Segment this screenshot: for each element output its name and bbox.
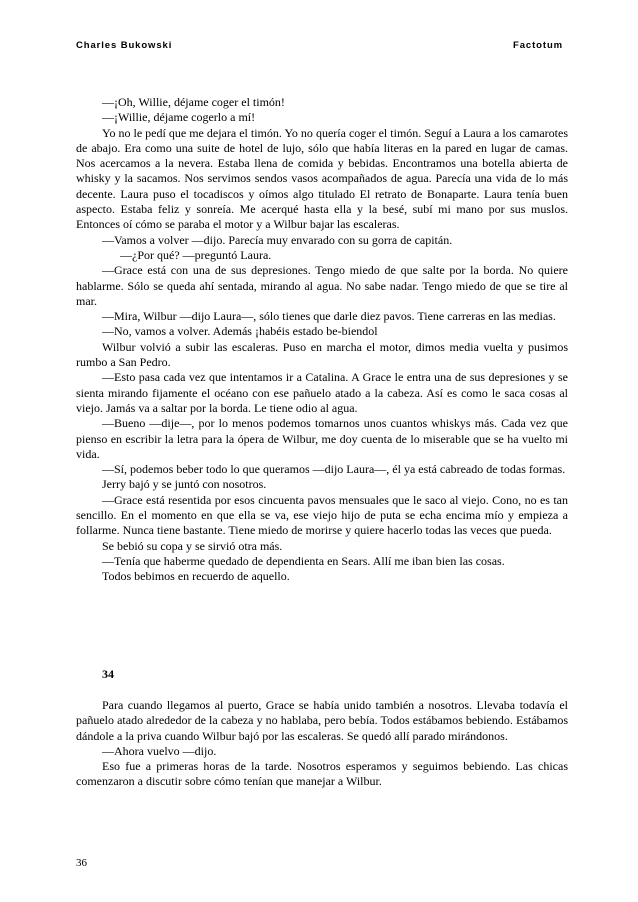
paragraph: —Grace está con una de sus depresiones. Tengo miedo de que salte por la borda. No quiere hablarme. Sólo se queda ahí sentada, mirando al agua. No sabe nadar. Tengo miedo de que se tire al mar.: [76, 263, 568, 308]
paragraph: —No, vamos a volver. Además ¡habéis estado be-biendol: [102, 324, 378, 339]
paragraph: Eso fue a primeras horas de la tarde. Nosotros esperamos y seguimos bebiendo. Las chicas comenzaron a discutir sobre cómo tenían que manejar a Wilbur.: [76, 759, 568, 789]
paragraph: —Vamos a volver —dijo. Parecía muy envarado con su gorra de capitán.: [102, 232, 453, 247]
paragraph: —¡Willie, déjame cogerlo a mí!: [102, 110, 256, 125]
paragraph: Se bebió su copa y se sirvió otra más.: [102, 538, 283, 553]
header-author: Charles Bukowski: [76, 40, 173, 51]
page-number: 36: [76, 857, 87, 869]
paragraph: —Tenía que haberme quedado de dependienta en Sears. Allí me iban bien las cosas.: [102, 553, 505, 568]
paragraph: —¡Oh, Willie, déjame coger el timón!: [102, 95, 285, 109]
paragraph: —Mira, Wilbur —dijo Laura—, sólo tienes que darle diez pavos. Tiene carreras en las medias.: [102, 309, 556, 324]
paragraph: —Sí, podemos beber todo lo que queramos —dijo Laura—, él ya está cabreado de todas formas.: [102, 462, 566, 477]
chapter-number: 34: [102, 667, 114, 681]
paragraph: —Ahora vuelvo —dijo.: [102, 743, 217, 758]
paragraph: —Bueno —dije—, por lo menos podemos tomarnos unos cuantos whiskys más. Cada vez que pienso en escribir la letra para la ópera de Wilbur, me doy cuenta de lo miserable que se ha vuelto mi vida.: [76, 416, 568, 461]
paragraph: Jerry bajó y se juntó con nosotros.: [102, 477, 267, 492]
chapter-body: [76, 698, 568, 790]
paragraph: —Esto pasa cada vez que intentamos ir a Catalina. A Grace le entra una de sus depresiones y se sienta mirando fijamente el océano con ese pañuelo atado a la cabeza. Así es como le saca cosas al viejo. Jamás va a saltar por la borda. Le tiene odio al agua.: [76, 370, 568, 415]
paragraph: —¿Por qué? —preguntó Laura.: [120, 247, 272, 262]
header-book-title: Factotum: [513, 40, 563, 51]
paragraph: Todos bebimos en recuerdo de aquello.: [102, 569, 290, 584]
section-body: [76, 95, 568, 585]
paragraph: Wilbur volvió a subir las escaleras. Puso en marcha el motor, dimos media vuelta y pusimos rumbo a San Pedro.: [76, 339, 568, 370]
paragraph: —Grace está resentida por esos cincuenta pavos mensuales que le saco al viejo. Cono, no es tan sencillo. En el momento en que ella se va, ese viejo hijo de puta se echa encima mío y empieza a follarme. Nunca tiene bastante. Tiene miedo de morirse y quiere hacerlo todas las veces que pueda.: [76, 492, 568, 538]
paragraph: Yo no le pedí que me dejara el timón. Yo no quería coger el timón. Seguí a Laura a los camarotes de abajo. Era como una suite de hotel de lujo, sólo que había literas en la pared en lugar de camas. Nos acercamos a la nevera. Estaba llena de comida y bebidas. Encontramos una botella abierta de whisky y la sacamos. Nos servimos sendos vasos acompañados de agua. Parecía una vida de lo más decente. Laura puso el tocadiscos y oímos algo titulado El retrato de Bonaparte. Laura tenía buen aspecto. Estaba feliz y sonreía. Me acerqué hasta ella y la besé, subí mi mano por sus muslos. Entonces oí cómo se paraba el motor y a Wilbur bajar las escaleras.: [76, 125, 568, 232]
paragraph: Para cuando llegamos al puerto, Grace se había unido también a nosotros. Llevaba todavía el pañuelo atado alrededor de la cabeza y no hablaba, pero bebía. Todos estábamos bebiendo. Estábamos dándole a la priva cuando Wilbur bajó por las escaleras. Se quedó allí parado mirándonos.: [76, 698, 568, 743]
